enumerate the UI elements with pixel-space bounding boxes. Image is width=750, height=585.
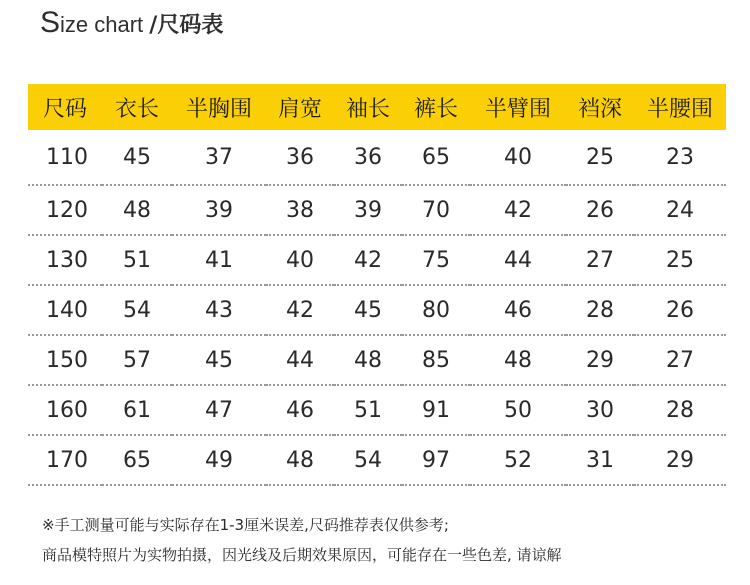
table-cell: 51 (102, 235, 172, 285)
table-cell: 41 (172, 235, 266, 285)
note-line: ※手工测量可能与实际存在1-3厘米误差,尺码推荐表仅供参考; (42, 516, 449, 534)
header-cell: 半胸围 (172, 84, 266, 130)
table-cell: 28 (634, 385, 726, 435)
table-cell: 43 (172, 285, 266, 335)
table-cell: 75 (402, 235, 470, 285)
table-cell: 23 (634, 130, 726, 185)
table-cell: 48 (334, 335, 402, 385)
table-header-row (28, 84, 726, 130)
table-cell: 91 (402, 385, 470, 435)
title-english: ize chart (60, 12, 150, 37)
table-row (28, 130, 726, 185)
table-cell: 27 (634, 335, 726, 385)
table-cell: 54 (334, 435, 402, 485)
header-cell: 裆深 (566, 84, 634, 130)
table-cell: 45 (334, 285, 402, 335)
table-row (28, 185, 726, 235)
table-cell: 160 (28, 385, 102, 435)
table-cell: 42 (470, 185, 566, 235)
table-cell: 45 (172, 335, 266, 385)
table-cell: 45 (102, 130, 172, 185)
header-cell: 裤长 (402, 84, 470, 130)
header-cell: 半臂围 (470, 84, 566, 130)
table-cell: 170 (28, 435, 102, 485)
header-cell: 袖长 (334, 84, 402, 130)
table-cell: 110 (28, 130, 102, 185)
table-cell: 48 (470, 335, 566, 385)
table-cell: 48 (102, 185, 172, 235)
table-cell: 38 (266, 185, 334, 235)
table-cell: 48 (266, 435, 334, 485)
table-cell: 40 (266, 235, 334, 285)
header-cell: 衣长 (102, 84, 172, 130)
table-cell: 44 (266, 335, 334, 385)
table-cell: 28 (566, 285, 634, 335)
table-cell: 24 (634, 185, 726, 235)
table-row (28, 335, 726, 385)
table-row (28, 235, 726, 285)
table-cell: 150 (28, 335, 102, 385)
page-title (40, 6, 223, 50)
table-cell: 80 (402, 285, 470, 335)
table-cell: 120 (28, 185, 102, 235)
table-cell: 29 (566, 335, 634, 385)
header-cell: 半腰围 (634, 84, 726, 130)
table-cell: 39 (334, 185, 402, 235)
table-cell: 29 (634, 435, 726, 485)
table-cell: 97 (402, 435, 470, 485)
table-cell: 25 (634, 235, 726, 285)
table-cell: 42 (266, 285, 334, 335)
size-table (28, 84, 726, 486)
table-cell: 50 (470, 385, 566, 435)
table-cell: 40 (470, 130, 566, 185)
table-cell: 37 (172, 130, 266, 185)
title-first-letter: S (40, 6, 61, 39)
table-cell: 51 (334, 385, 402, 435)
table-cell: 130 (28, 235, 102, 285)
table-cell: 42 (334, 235, 402, 285)
table-cell: 65 (402, 130, 470, 185)
header-cell: 尺码 (28, 84, 102, 130)
table-cell: 26 (566, 185, 634, 235)
table-cell: 47 (172, 385, 266, 435)
title-chinese: /尺码表 (149, 13, 224, 38)
table-cell: 27 (566, 235, 634, 285)
table-cell: 140 (28, 285, 102, 335)
table-cell: 54 (102, 285, 172, 335)
notes (42, 510, 732, 570)
table-cell: 85 (402, 335, 470, 385)
table-cell: 61 (102, 385, 172, 435)
table-cell: 36 (266, 130, 334, 185)
table-cell: 57 (102, 335, 172, 385)
table-cell: 49 (172, 435, 266, 485)
table-cell: 46 (470, 285, 566, 335)
table-row (28, 285, 726, 335)
table-row (28, 435, 726, 485)
table-cell: 30 (566, 385, 634, 435)
table-row (28, 385, 726, 435)
table-cell: 26 (634, 285, 726, 335)
table-cell: 36 (334, 130, 402, 185)
table-cell: 44 (470, 235, 566, 285)
note-line: 商品模特照片为实物拍摄，因光线及后期效果原因，可能存在一些色差, 请谅解 (42, 546, 562, 564)
table-cell: 70 (402, 185, 470, 235)
table-cell: 46 (266, 385, 334, 435)
table-cell: 52 (470, 435, 566, 485)
header-cell: 肩宽 (266, 84, 334, 130)
table-cell: 65 (102, 435, 172, 485)
table-cell: 39 (172, 185, 266, 235)
table-cell: 25 (566, 130, 634, 185)
table-cell: 31 (566, 435, 634, 485)
